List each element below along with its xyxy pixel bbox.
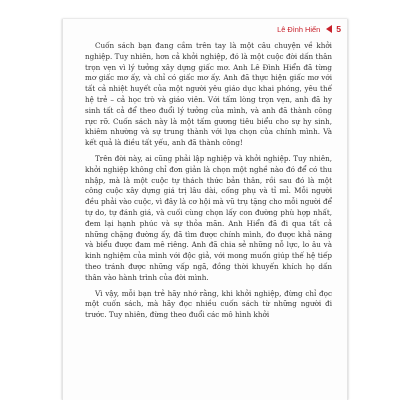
paragraph-2: Trên đời này, ai cũng phải lập nghiệp và khởi nghiệp. Tuy nhiên, khởi nghiệp không chỉ đơn giản là chọn một nghề nào đó để có thu nhập, mà là một cuộc tự thách thức bản thân, rồi sau đó là một công cuộc xây dựng giá trị lâu dài, cống phụ và tỉ mỉ. Mỗi người đều phải vào cuộc, vì đây là cơ hội mà vũ trụ tặng cho mỗi người để tự do, tự đánh giá, và cuối cùng chọn lấy con đường phù hợp nhất, đem lại hạnh phúc và sự thỏa mãn. Anh Hiển đã đi qua tất cả những chặng đường ấy, đã tìm được chính mình, đo được khả năng và biểu được đam mê riêng. Anh đã chia sẻ những nỗ lực, lo âu và kinh nghiệm của mình với độc giả, với mong muốn giúp thế hệ tiếp theo tránh được những vấp ngã, đồng thời khuyến khích họ dấn thân vào hành trình của đời mình. bbox=[85, 153, 332, 282]
author-name: Lê Đình Hiển bbox=[277, 24, 321, 34]
running-header bbox=[277, 24, 341, 34]
body-text bbox=[85, 41, 332, 326]
paragraph-1: Cuốn sách bạn đang cầm trên tay là một câu chuyện về khởi nghiệp. Tuy nhiên, hơn cả khởi nghiệp, đó là một cuộc đời dấn thân trọn vẹn vì lý tưởng xây dựng giấc mơ. Anh Lê Đình Hiển đã từng mơ giấc mơ ấy, và chỉ có giấc mơ ấy. Anh đã thực hiện giấc mơ với tất cả nhiệt huyết của một người yêu giáo dục khai phóng, yêu thế hệ trẻ – cả học trò và giáo viên. Với tấm lòng trọn vẹn, anh đã hy sinh tất cả để theo đuổi lý tưởng của mình, và anh đã thành công rực rỡ. Cuốn sách này là một tấm gương tiêu biểu cho sự hy sinh, khiêm nhường và sự trung thành với lựa chọn của chính mình. Và kết quả là điều tất yếu, anh đã thành công! bbox=[85, 41, 332, 148]
triangle-left-icon bbox=[326, 25, 332, 33]
page-number: 5 bbox=[336, 24, 341, 34]
book-page bbox=[62, 19, 348, 400]
paragraph-3: Vì vậy, mỗi bạn trẻ hãy nhớ rằng, khi khởi nghiệp, đừng chỉ đọc một cuốn sách, mà hãy đọc nhiều cuốn sách từ những người đi trước. Tuy nhiên, đừng theo đuổi các mô hình khởi bbox=[85, 288, 332, 320]
